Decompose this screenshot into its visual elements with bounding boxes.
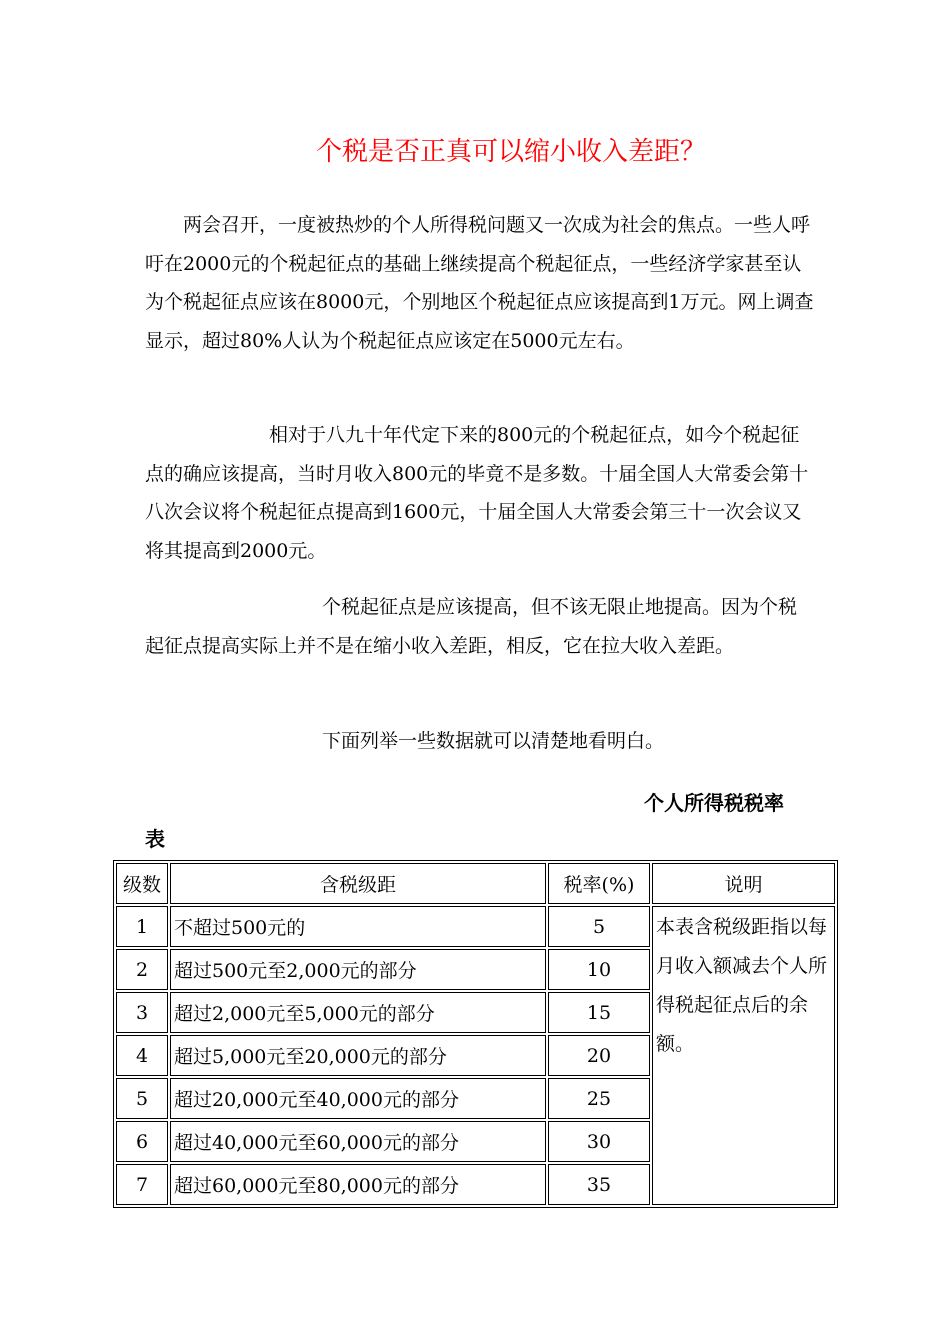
cell-rate: 35 xyxy=(548,1164,650,1205)
cell-rate: 5 xyxy=(548,906,650,947)
cell-note: 本表含税级距指以每月收入额减去个人所得税起征点后的余额。 xyxy=(652,906,835,1205)
cell-rate: 10 xyxy=(548,949,650,990)
cell-level: 7 xyxy=(116,1164,168,1205)
cell-range: 超过60,000元至80,000元的部分 xyxy=(170,1164,546,1205)
paragraph-history: 相对于八九十年代定下来的800元的个税起征点，如今个税起征点的确应该提高，当时月收入800元的毕竟不是多数。十届全国人大常委会第十八次会议将个税起征点提高到1600元，十届全国人大常委会第三十一次会议又将其提高到2000元。 xyxy=(145,424,809,562)
cell-range: 超过2,000元至5,000元的部分 xyxy=(170,992,546,1033)
cell-range: 超过5,000元至20,000元的部分 xyxy=(170,1035,546,1076)
cell-rate: 15 xyxy=(548,992,650,1033)
document-title: 个税是否正真可以缩小收入差距？ xyxy=(316,137,707,167)
header-range: 含税级距 xyxy=(170,863,546,904)
paragraph-intro: 两会召开，一度被热炒的个人所得税问题又一次成为社会的焦点。一些人呼吁在2000元的个税起征点的基础上继续提高个税起征点，一些经济学家甚至认为个税起征点应该在8000元，个别地区个税起征点应该提高到1万元。网上调查显示，超过80%人认为个税起征点应该定在5000元左右。 xyxy=(145,214,814,352)
table-caption-line2: 表 xyxy=(145,827,165,851)
header-note: 说明 xyxy=(652,863,835,904)
paragraph-argument: 个税起征点是应该提高，但不该无限止地提高。因为个税起征点提高实际上并不是在缩小收入差距，相反，它在拉大收入差距。 xyxy=(145,596,798,657)
cell-range: 不超过500元的 xyxy=(170,906,546,947)
cell-rate: 20 xyxy=(548,1035,650,1076)
table-header-row xyxy=(116,863,835,904)
header-rate: 税率(%) xyxy=(548,863,650,904)
cell-level: 4 xyxy=(116,1035,168,1076)
cell-range: 超过20,000元至40,000元的部分 xyxy=(170,1078,546,1119)
cell-range: 超过40,000元至60,000元的部分 xyxy=(170,1121,546,1162)
cell-rate: 25 xyxy=(548,1078,650,1119)
table-caption-line1: 个人所得税税率 xyxy=(644,791,784,815)
cell-level: 6 xyxy=(116,1121,168,1162)
header-level: 级数 xyxy=(116,863,168,904)
cell-level: 2 xyxy=(116,949,168,990)
cell-rate: 30 xyxy=(548,1121,650,1162)
tax-rate-table xyxy=(113,860,838,1208)
table-row xyxy=(116,906,835,947)
cell-level: 5 xyxy=(116,1078,168,1119)
cell-level: 1 xyxy=(116,906,168,947)
cell-range: 超过500元至2,000元的部分 xyxy=(170,949,546,990)
cell-level: 3 xyxy=(116,992,168,1033)
paragraph-lead-in: 下面列举一些数据就可以清楚地看明白。 xyxy=(322,730,665,752)
